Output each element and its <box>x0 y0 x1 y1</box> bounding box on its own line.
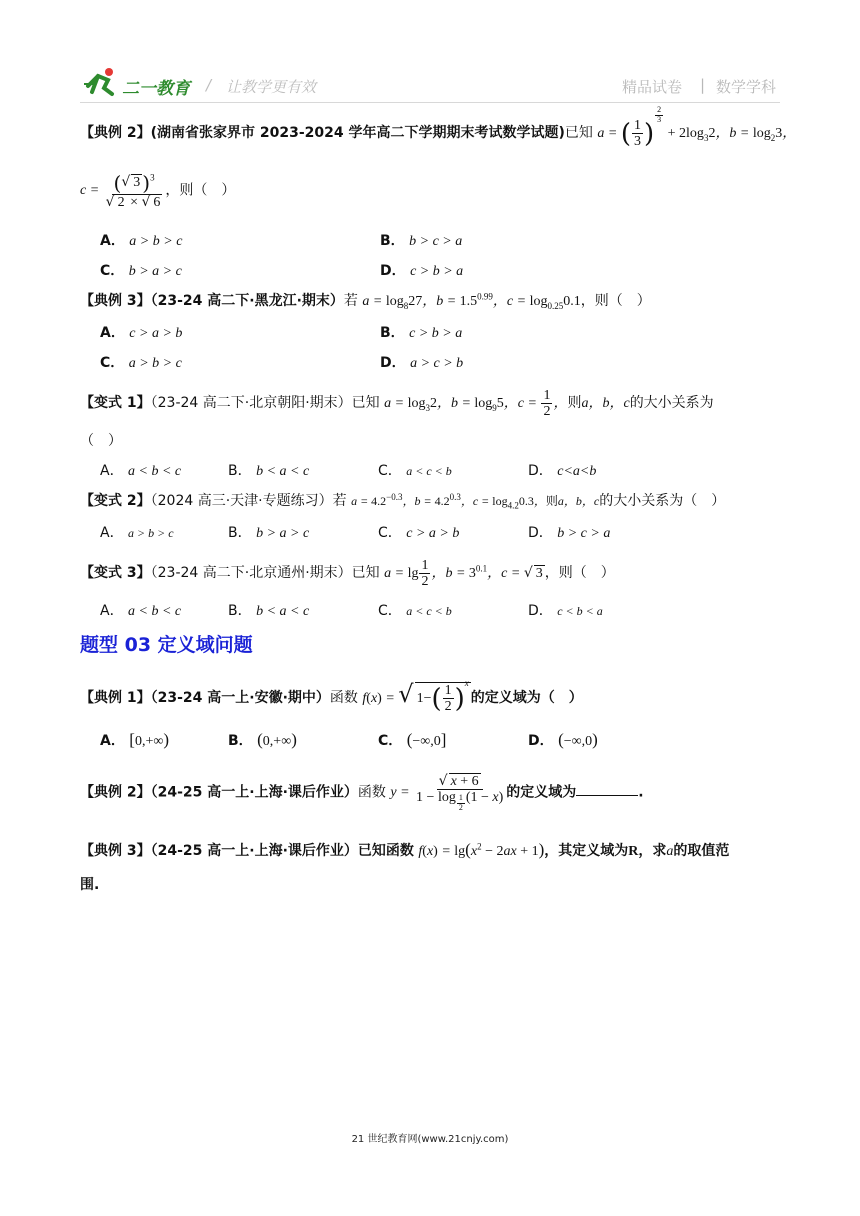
answer-paren: （ ） <box>80 433 122 449</box>
option-c[interactable]: C． a < c < b <box>378 603 452 619</box>
answer-blank[interactable] <box>576 783 638 796</box>
option-a[interactable]: A． c > a > b <box>100 325 183 341</box>
formula-f: f(x) = √ 1−( $\frac{1}{2}$ )$^x$ <box>362 678 469 715</box>
question-prefix: 函数 <box>329 690 358 706</box>
header-rule <box>80 102 780 103</box>
question-then: ，则（ ） <box>580 293 651 309</box>
question-source: （23-24 高一上·安徽·期中） <box>150 690 330 706</box>
option-d[interactable]: D． c<a<b <box>528 463 597 479</box>
option-d[interactable]: D． b > c > a <box>528 525 611 541</box>
question-source: （24-25 高一上·上海·课后作业） <box>150 843 358 859</box>
option-b[interactable]: B． (0,+∞) <box>228 730 297 749</box>
question-prefix: 若 <box>332 493 347 509</box>
question-prefix: 已知 <box>351 395 380 412</box>
question-line2: 围. <box>80 877 100 893</box>
option-c[interactable]: C． b > a > c <box>100 263 182 279</box>
question-end: . <box>638 784 644 801</box>
formula-c: c = $\frac{(√ 3 )^3}{√ 2 \times √ 6}$ <box>80 171 161 210</box>
option-b[interactable]: B． b > a > c <box>228 525 310 541</box>
formula-abc: $a = \log_32$，$b = \log_95$，c = $\frac{1}{2}$ ，则a，b，c <box>384 388 630 420</box>
formula-y: y = √ x + 6 1 − log $_{\frac{1}{2}}$ (1 − x) <box>390 773 504 812</box>
question-tag: 【变式 2】 <box>80 493 151 509</box>
formula-abc: a = lg $\frac{1}{2}$ ，$b = 3^{0.1}$，c = √ 3 <box>384 558 543 590</box>
question-source: （23-24 高二下·黑龙江·期末） <box>150 293 344 309</box>
question-source: （24-25 高一上·上海·课后作业） <box>150 784 358 801</box>
option-b[interactable]: B． b > c > a <box>380 233 463 249</box>
question-tag: 【变式 3】 <box>80 565 151 582</box>
header-divider: | <box>700 76 706 94</box>
option-a[interactable]: A． a > b > c <box>100 525 174 541</box>
option-a[interactable]: A． a > b > c <box>100 233 183 249</box>
header-separator: / <box>206 76 212 94</box>
header-subject: 数学学科 <box>716 78 777 96</box>
header-product: 精品试卷 <box>622 78 683 96</box>
question-source: （23-24 高二下·北京通州·期末） <box>150 565 352 582</box>
option-d[interactable]: D． a > c > b <box>380 355 464 371</box>
question-prefix: 函数 <box>357 784 386 801</box>
question-then: ，则（ ） <box>165 182 236 199</box>
option-a[interactable]: A． a < b < c <box>100 603 182 619</box>
question-tag: 【典例 3】 <box>80 293 151 309</box>
option-b[interactable]: B． b < a < c <box>228 603 310 619</box>
question-tag: 【典例 2】 <box>80 784 151 801</box>
formula-abc: $a = 4.2^{-0.3}$，$b = 4.2^{0.3}$，$c = \log_{4.2}0.3$，则a，b，c <box>351 492 600 511</box>
set-R: R <box>628 844 639 859</box>
formula-a: a = ( $\frac{1}{3}$ ) $^{\frac{2}{3}}$ + $2\log_32$ <box>597 105 716 150</box>
question-mid: ，其定义域为 <box>544 843 629 859</box>
option-b[interactable]: B． c > b > a <box>380 325 463 341</box>
question-source: (湖南省张家界市 2023-2024 学年高二下学期期末考试数学试题) <box>150 125 565 142</box>
logo-text: 二一教育 <box>122 79 190 99</box>
question-then: ，则（ ） <box>544 565 615 582</box>
question-prefix: 已知 <box>351 565 380 582</box>
header-slogan: 让教学更有效 <box>226 78 317 96</box>
question-tag: 【典例 1】 <box>80 690 151 706</box>
question-then: 的大小关系为 <box>629 395 714 412</box>
option-d[interactable]: D． c > b > a <box>380 263 464 279</box>
question-tag: 【典例 2】 <box>80 125 151 142</box>
runner-logo-icon <box>82 66 120 98</box>
option-c[interactable]: C． (−∞,0] <box>378 730 447 749</box>
question-then: 的定义域为 <box>506 784 577 801</box>
question-then: 的定义域为（ ） <box>470 690 583 706</box>
option-d[interactable]: D． c < b < a <box>528 603 603 619</box>
option-d[interactable]: D． (−∞,0) <box>528 730 598 749</box>
question-then: 的取值范 <box>673 843 730 859</box>
question-source: （2024 高三·天津·专题练习） <box>150 493 333 509</box>
question-prefix: 已知函数 <box>357 843 414 859</box>
option-c[interactable]: C． c > a > b <box>378 525 460 541</box>
question-then: 的大小关系为（ ） <box>599 493 726 509</box>
question-mid2: ，求 <box>638 843 667 859</box>
question-tag: 【变式 1】 <box>80 395 151 412</box>
question-source: （23-24 高二下·北京朝阳·期末） <box>150 395 352 412</box>
option-a[interactable]: A． a < b < c <box>100 463 182 479</box>
option-b[interactable]: B． b < a < c <box>228 463 310 479</box>
page-footer: 21 世纪教育网(www.21cnjy.com) <box>351 1134 509 1145</box>
option-c[interactable]: C． a < c < b <box>378 463 452 479</box>
option-c[interactable]: C． a > b > c <box>100 355 182 371</box>
question-prefix: 若 <box>343 293 358 309</box>
option-a[interactable]: A． [0,+∞) <box>100 730 170 749</box>
formula-abc: $a = \log_827$，$b = 1.5^{0.99}$，$c = \log_{0.25}0.1$ <box>362 291 581 311</box>
question-prefix: 已知 <box>564 125 593 142</box>
formula-f: $f(x) = \lg(x^2 - 2ax + 1)$ <box>418 840 545 859</box>
question-tag: 【典例 3】 <box>80 843 151 859</box>
section-title: 题型 03 定义域问题 <box>80 634 253 656</box>
